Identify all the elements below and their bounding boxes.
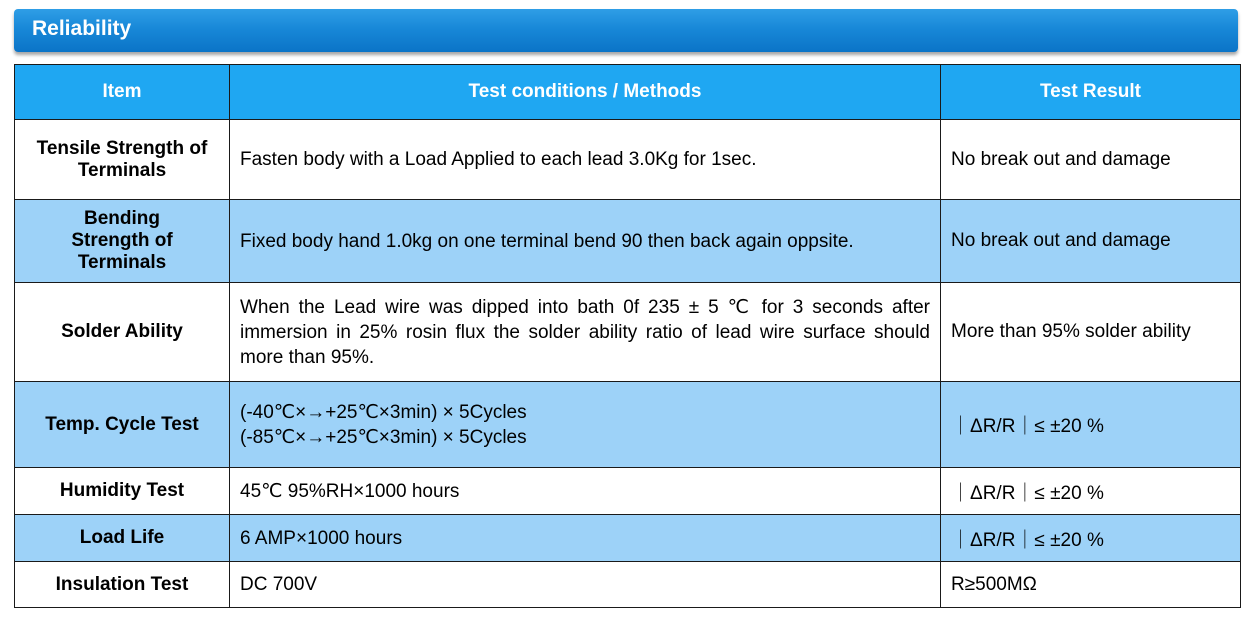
condition-text: Fasten body with a Load Applied to each lead 3.0Kg for 1sec. bbox=[240, 149, 757, 170]
condition-text: 45℃ 95%RH×1000 hours bbox=[240, 480, 460, 502]
row-item-humidity: Humidity Test bbox=[15, 468, 230, 515]
table-row bbox=[15, 120, 1241, 200]
table-header-row bbox=[15, 65, 1241, 120]
header-test-result: Test Result bbox=[941, 65, 1241, 120]
condition-text: DC 700V bbox=[240, 574, 318, 595]
table-row bbox=[15, 200, 1241, 283]
row-conditions bbox=[230, 283, 941, 382]
row-item-solder: Solder Ability bbox=[15, 283, 230, 382]
row-item-temp-cycle: Temp. Cycle Test bbox=[15, 382, 230, 468]
header-test-conditions: Test conditions / Methods bbox=[230, 65, 941, 120]
section-banner bbox=[14, 9, 1238, 52]
row-result: More than 95% solder ability bbox=[941, 283, 1241, 382]
row-result: No break out and damage bbox=[941, 200, 1241, 283]
table-row bbox=[15, 283, 1241, 382]
row-conditions bbox=[230, 468, 941, 515]
row-conditions bbox=[230, 200, 941, 283]
condition-text: Fixed body hand 1.0kg on one terminal bend 90 then back again oppsite. bbox=[240, 230, 854, 252]
section-title: Reliability bbox=[32, 17, 132, 40]
table-row bbox=[15, 515, 1241, 562]
row-result: No break out and damage bbox=[941, 120, 1241, 200]
condition-text: When the Lead wire was dipped into bath 0f 235 ± 5 ℃ for 3 seconds after immersion in 25% rosin flux the solder ability ratio of lead wire surface should more than 95%. bbox=[240, 296, 930, 368]
table-row bbox=[15, 562, 1241, 608]
header-item: Item bbox=[15, 65, 230, 120]
table-row bbox=[15, 468, 1241, 515]
row-conditions bbox=[230, 515, 941, 562]
row-result: ｜ΔR/R｜≤ ±20 % bbox=[941, 515, 1241, 562]
condition-text: 6 AMP×1000 hours bbox=[240, 527, 403, 549]
reliability-table bbox=[14, 64, 1241, 608]
row-item-load-life: Load Life bbox=[15, 515, 230, 562]
table-row bbox=[15, 382, 1241, 468]
row-conditions bbox=[230, 562, 941, 608]
condition-text: (-85℃×→+25℃×3min) × 5Cycles bbox=[240, 426, 527, 448]
row-conditions bbox=[230, 382, 941, 468]
row-result: ｜ΔR/R｜≤ ±20 % bbox=[941, 382, 1241, 468]
row-result: ｜ΔR/R｜≤ ±20 % bbox=[941, 468, 1241, 515]
row-item-tensile: Tensile Strength of Terminals bbox=[15, 120, 230, 200]
row-item-insulation: Insulation Test bbox=[15, 562, 230, 608]
condition-text: (-40℃×→+25℃×3min) × 5Cycles bbox=[240, 401, 527, 423]
row-conditions bbox=[230, 120, 941, 200]
row-item-bending: Bending Strength of Terminals bbox=[15, 200, 230, 283]
row-result: R≥500MΩ bbox=[941, 562, 1241, 608]
